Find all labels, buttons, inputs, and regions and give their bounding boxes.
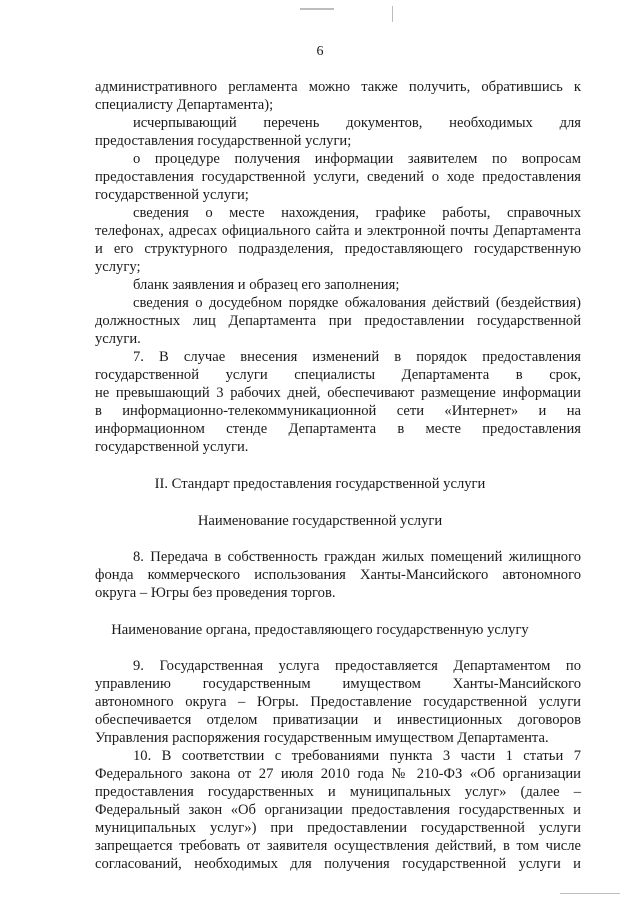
- text-line: сведения о месте нахождения, графике работы, справочных: [133, 205, 581, 221]
- text-line: запрещается требовать от заявителя осуществления действий, в том числе: [95, 838, 581, 854]
- text-line: не превышающий 3 рабочих дней, обеспечивают размещение информации: [95, 385, 581, 401]
- subsection-heading: Наименование органа, предоставляющего государственную услугу: [111, 622, 529, 638]
- text-line: 9. Государственная услуга предоставляется Департаментом по: [133, 658, 581, 674]
- text-line: Федерального закона от 27 июля 2010 года № 210-ФЗ «Об организации: [95, 766, 581, 782]
- subsection-heading: Наименование государственной услуги: [197, 513, 443, 529]
- text-line: о процедуре получения информации заявителем по вопросам: [133, 151, 581, 167]
- text-line: Федеральный закон «Об организации предоставления государственных и: [95, 802, 581, 818]
- text-line: государственной услуги;: [95, 187, 249, 203]
- text-line: исчерпывающий перечень документов, необходимых для: [133, 115, 581, 131]
- page-number: 6: [316, 44, 324, 59]
- text-line: предоставления государственной услуги;: [95, 133, 352, 149]
- text-line: 8. Передача в собственность граждан жилых помещений жилищного: [133, 549, 581, 565]
- text-line: информационном стенде Департамента в месте предоставления: [95, 421, 581, 437]
- scan-artifact: [300, 8, 334, 10]
- text-line: в информационно-телекоммуникационной сети «Интернет» и на: [95, 403, 581, 419]
- text-line: и его структурного подразделения, предоставляющего государственную: [95, 241, 581, 257]
- text-line: телефонах, адресах официального сайта и электронной почты Департамента: [95, 223, 581, 239]
- text-line: обеспечивается отделом приватизации и инвестиционных договоров: [95, 712, 581, 728]
- text-line: муниципальных услуг») при предоставлении государственной услуги: [95, 820, 581, 836]
- text-line: автономного округа – Югры. Предоставление государственной услуги: [95, 694, 581, 710]
- text-line: услугу;: [95, 259, 141, 275]
- section-heading: II. Стандарт предоставления государственной услуги: [154, 476, 486, 492]
- text-line: специалисту Департамента);: [95, 97, 274, 113]
- text-line: государственной услуги специалисты Департамента в срок,: [95, 367, 581, 383]
- text-line: бланк заявления и образец его заполнения;: [133, 277, 400, 293]
- scan-artifact: [392, 6, 393, 22]
- text-line: согласований, необходимых для получения государственной услуги и: [95, 856, 581, 872]
- text-line: 10. В соответствии с требованиями пункта 3 части 1 статьи 7: [133, 748, 581, 764]
- text-line: округа – Югры без проведения торгов.: [95, 585, 336, 601]
- text-line: Управления распоряжения государственным имуществом Департамента.: [95, 730, 549, 746]
- text-line: должностных лиц Департамента при предоставлении государственной: [95, 313, 581, 329]
- scan-artifact: [560, 893, 620, 894]
- text-line: административного регламента можно также получить, обратившись к: [95, 79, 581, 95]
- text-line: сведения о досудебном порядке обжалования действий (бездействия): [133, 295, 581, 311]
- text-line: фонда коммерческого использования Ханты-Мансийского автономного: [95, 567, 581, 583]
- text-line: государственной услуги.: [95, 439, 249, 455]
- text-line: 7. В случае внесения изменений в порядок предоставления: [133, 349, 581, 365]
- text-line: предоставления государственных и муниципальных услуг» (далее –: [95, 784, 581, 800]
- text-line: управлению государственным имуществом Ханты-Мансийского: [95, 676, 581, 692]
- text-line: услуги.: [95, 331, 141, 347]
- text-line: предоставления государственной услуги, сведений о ходе предоставления: [95, 169, 581, 185]
